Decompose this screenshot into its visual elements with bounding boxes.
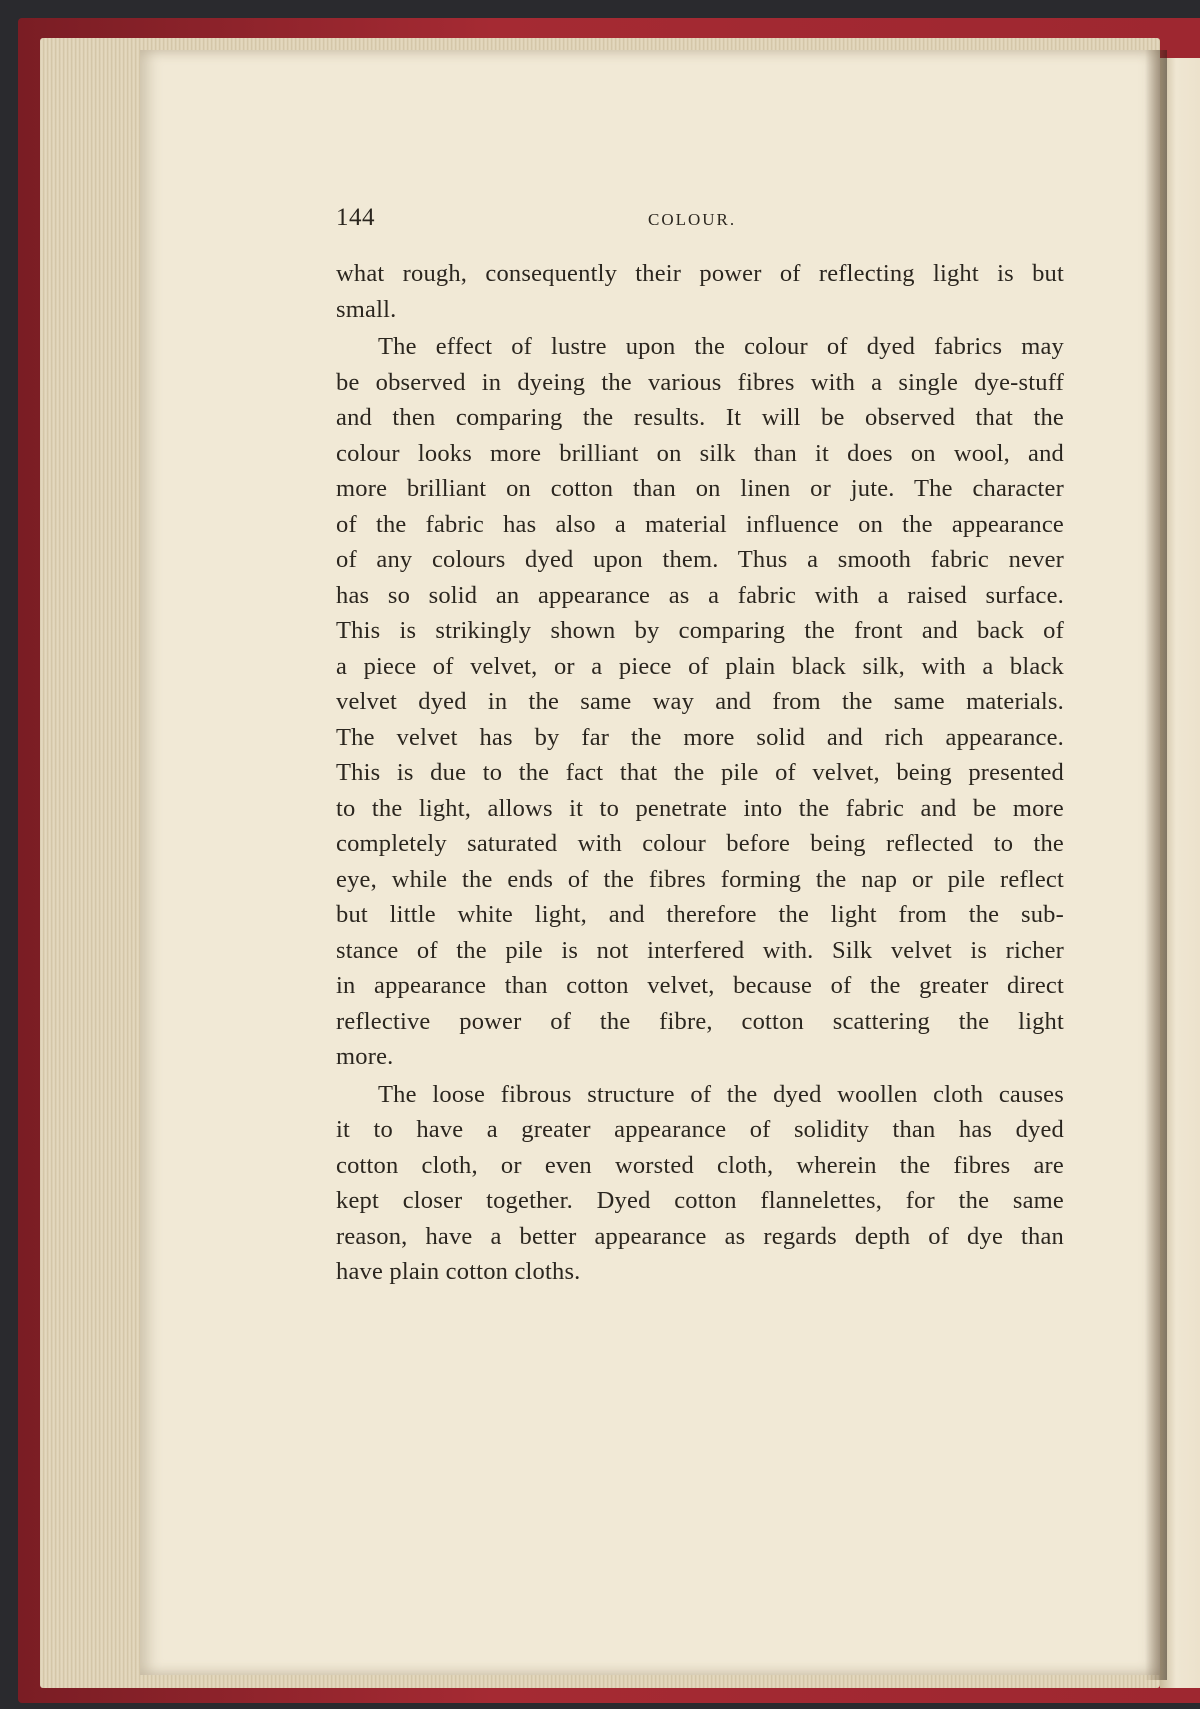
text-line: it to have a greater appearance of solidity than has dyed (336, 1116, 1064, 1143)
text-line: what rough, consequently their power of reflecting light is but (336, 260, 1064, 287)
running-title: COLOUR. (648, 210, 737, 229)
text-line: be observed in dyeing the various fibres with a single dye-stuff (336, 368, 1064, 396)
paragraph-2 (336, 329, 1064, 1075)
text-line: This is due to the fact that the pile of velvet, being presented (336, 759, 1064, 786)
text-line: has so solid an appearance as a fabric with a raised surface. (336, 581, 1064, 609)
text-line: eye, while the ends of the fibres forming the nap or pile reflect (336, 865, 1064, 893)
text-line: and then comparing the results. It will be observed that the (336, 404, 1064, 431)
page-number: 144 (336, 204, 375, 231)
text-line: of any colours dyed upon them. Thus a smooth fabric never (336, 546, 1064, 573)
text-line: small. (336, 295, 397, 323)
text-line: more. (336, 1043, 394, 1070)
text-line: have plain cotton cloths. (336, 1258, 581, 1285)
page-header (336, 204, 1064, 234)
text-line: reflective power of the fibre, cotton scattering the light (336, 1007, 1064, 1035)
text-line: to the light, allows it to penetrate into the fabric and be more (336, 794, 1064, 822)
text-line: kept closer together. Dyed cotton flannelettes, for the same (336, 1187, 1064, 1214)
text-line: This is strikingly shown by comparing the front and back of (336, 617, 1064, 644)
text-line: completely saturated with colour before being reflected to the (336, 830, 1064, 857)
text-line: velvet dyed in the same way and from the same materials. (336, 688, 1064, 715)
text-line: in appearance than cotton velvet, because of the greater direct (336, 972, 1064, 999)
text-line: The loose fibrous structure of the dyed woollen cloth causes (378, 1080, 1064, 1108)
page-gutter-shadow (1145, 50, 1167, 1680)
text-line: a piece of velvet, or a piece of plain black silk, with a black (336, 652, 1064, 680)
text-line: more brilliant on cotton than on linen or jute. The character (336, 475, 1064, 502)
text-line: The velvet has by far the more solid and rich appearance. (336, 723, 1064, 751)
text-line: colour looks more brilliant on silk than it does on wool, and (336, 439, 1064, 467)
paragraph-3 (336, 1077, 1064, 1290)
text-line: but little white light, and therefore the light from the sub- (336, 901, 1064, 928)
text-line: reason, have a better appearance as regards depth of dye than (336, 1222, 1064, 1250)
text-line: The effect of lustre upon the colour of dyed fabrics may (378, 333, 1064, 360)
body-text (336, 256, 1064, 1290)
paragraph-1 (336, 256, 1064, 327)
text-line: of the fabric has also a material influence on the appearance (336, 510, 1064, 538)
text-line: cotton cloth, or even worsted cloth, wherein the fibres are (336, 1151, 1064, 1179)
text-line: stance of the pile is not interfered with. Silk velvet is richer (336, 936, 1064, 964)
